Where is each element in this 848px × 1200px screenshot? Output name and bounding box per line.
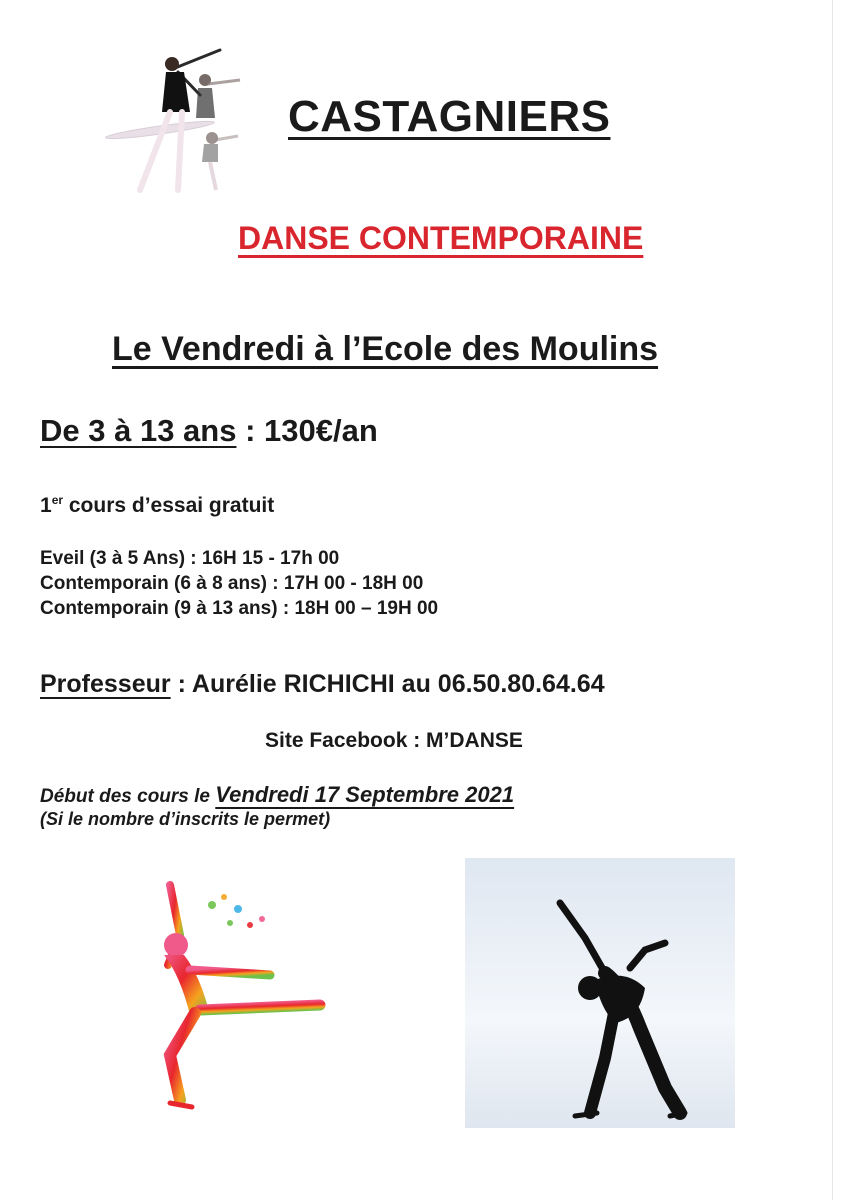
colorful-dancer-image	[140, 875, 340, 1125]
pricing-row	[40, 413, 378, 449]
start-date-row	[40, 782, 514, 808]
trial-superscript: er	[51, 493, 64, 507]
dancer-silhouette-image	[465, 858, 735, 1128]
start-date: Vendredi 17 Septembre 2021	[215, 782, 515, 807]
start-condition: (Si le nombre d’inscrits le permet)	[40, 809, 331, 829]
price: 130€/an	[264, 413, 378, 448]
facebook-info: Site Facebook : M’DANSE	[265, 729, 523, 752]
teacher-label: Professeur	[40, 670, 171, 698]
schedule-item: Eveil (3 à 5 Ans) : 16H 15 - 17h 00	[40, 548, 340, 569]
page-subtitle: DANSE CONTEMPORAINE	[238, 220, 644, 256]
schedule-item: Contemporain (6 à 8 ans) : 17H 00 - 18H 00	[40, 573, 424, 594]
trial-suffix: cours d’essai gratuit	[63, 494, 275, 517]
page-title: CASTAGNIERS	[288, 92, 611, 141]
trial-prefix: 1	[40, 494, 52, 517]
age-range: De 3 à 13 ans	[40, 413, 237, 448]
trial-class-note	[40, 493, 274, 518]
schedule-list	[40, 546, 438, 621]
venue-heading: Le Vendredi à l’Ecole des Moulins	[112, 330, 659, 368]
start-prefix: Début des cours le	[40, 786, 216, 807]
teacher-value: : Aurélie RICHICHI au 06.50.80.64.64	[170, 670, 605, 698]
pricing-separator: :	[236, 413, 265, 448]
page-edge-line	[832, 0, 833, 1200]
ballet-dancers-image	[100, 40, 260, 200]
schedule-item: Contemporain (9 à 13 ans) : 18H 00 – 19H 00	[40, 598, 439, 619]
teacher-row	[40, 670, 605, 699]
